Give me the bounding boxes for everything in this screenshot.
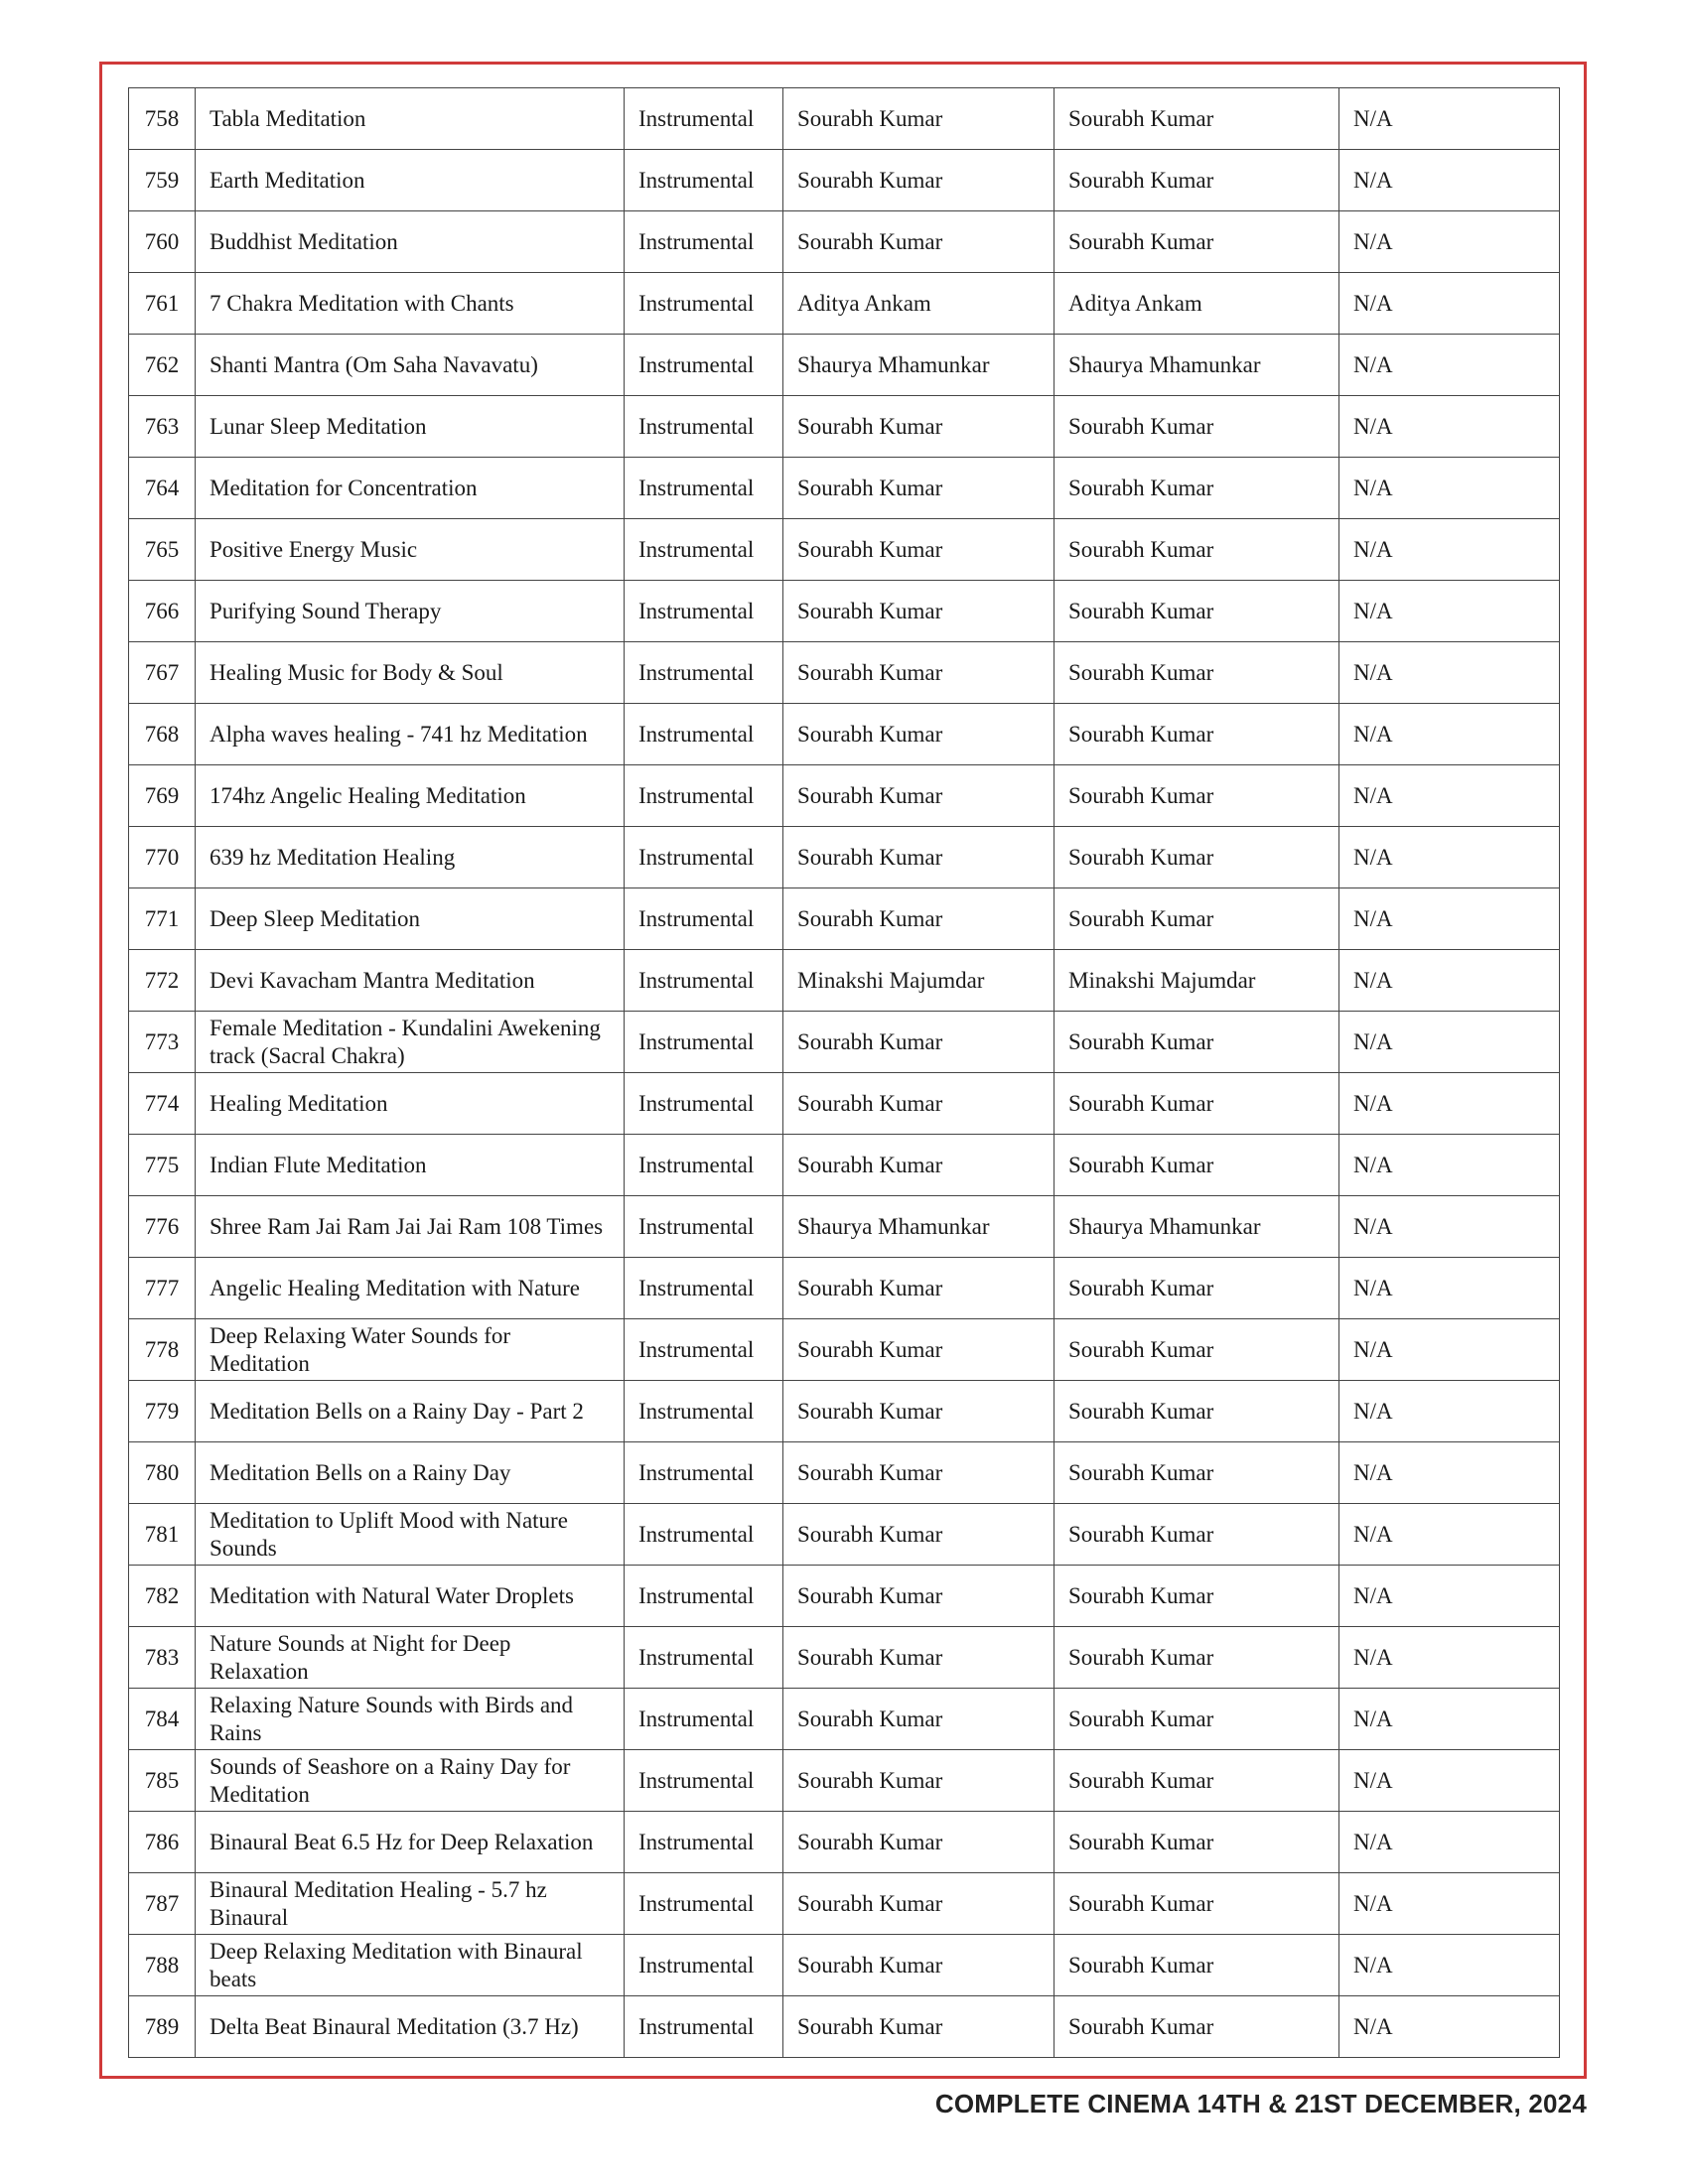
genre-cell: Instrumental — [625, 1012, 783, 1073]
lyricist-cell: N/A — [1339, 1012, 1560, 1073]
table-row — [129, 519, 1560, 581]
row-number-cell: 766 — [129, 581, 196, 642]
row-number-cell: 769 — [129, 765, 196, 827]
singer-cell: Sourabh Kumar — [783, 581, 1055, 642]
lyricist-cell: N/A — [1339, 827, 1560, 888]
song-title-cell: Tabla Meditation — [196, 88, 625, 150]
lyricist-cell: N/A — [1339, 1566, 1560, 1627]
composer-cell: Sourabh Kumar — [1055, 88, 1339, 150]
composer-cell: Sourabh Kumar — [1055, 1566, 1339, 1627]
singer-cell: Sourabh Kumar — [783, 1627, 1055, 1689]
genre-cell: Instrumental — [625, 888, 783, 950]
genre-cell: Instrumental — [625, 519, 783, 581]
lyricist-cell: N/A — [1339, 1689, 1560, 1750]
singer-cell: Sourabh Kumar — [783, 1935, 1055, 1996]
row-number-cell: 785 — [129, 1750, 196, 1812]
singer-cell: Sourabh Kumar — [783, 1381, 1055, 1442]
lyricist-cell: N/A — [1339, 950, 1560, 1012]
lyricist-cell: N/A — [1339, 458, 1560, 519]
row-number-cell: 761 — [129, 273, 196, 335]
song-title-cell: Meditation to Uplift Mood with Nature Sounds — [196, 1504, 625, 1566]
composer-cell: Sourabh Kumar — [1055, 1750, 1339, 1812]
song-title-cell: Delta Beat Binaural Meditation (3.7 Hz) — [196, 1996, 625, 2058]
composer-cell: Sourabh Kumar — [1055, 765, 1339, 827]
song-listing-table — [128, 87, 1560, 2058]
song-title-cell: Female Meditation - Kundalini Awekening track (Sacral Chakra) — [196, 1012, 625, 1073]
row-number-cell: 765 — [129, 519, 196, 581]
song-title-cell: Deep Relaxing Water Sounds for Meditation — [196, 1319, 625, 1381]
table-row — [129, 765, 1560, 827]
genre-cell: Instrumental — [625, 150, 783, 211]
singer-cell: Sourabh Kumar — [783, 88, 1055, 150]
table-row — [129, 1504, 1560, 1566]
genre-cell: Instrumental — [625, 1627, 783, 1689]
composer-cell: Minakshi Majumdar — [1055, 950, 1339, 1012]
genre-cell: Instrumental — [625, 335, 783, 396]
composer-cell: Sourabh Kumar — [1055, 1135, 1339, 1196]
lyricist-cell: N/A — [1339, 88, 1560, 150]
song-title-cell: Earth Meditation — [196, 150, 625, 211]
composer-cell: Sourabh Kumar — [1055, 888, 1339, 950]
row-number-cell: 767 — [129, 642, 196, 704]
singer-cell: Sourabh Kumar — [783, 827, 1055, 888]
composer-cell: Sourabh Kumar — [1055, 1442, 1339, 1504]
composer-cell: Shaurya Mhamunkar — [1055, 335, 1339, 396]
genre-cell: Instrumental — [625, 1689, 783, 1750]
composer-cell: Sourabh Kumar — [1055, 1073, 1339, 1135]
singer-cell: Sourabh Kumar — [783, 150, 1055, 211]
song-title-cell: Meditation Bells on a Rainy Day — [196, 1442, 625, 1504]
genre-cell: Instrumental — [625, 1319, 783, 1381]
table-row — [129, 950, 1560, 1012]
genre-cell: Instrumental — [625, 1073, 783, 1135]
genre-cell: Instrumental — [625, 704, 783, 765]
song-title-cell: Devi Kavacham Mantra Meditation — [196, 950, 625, 1012]
song-title-cell: Sounds of Seashore on a Rainy Day for Meditation — [196, 1750, 625, 1812]
genre-cell: Instrumental — [625, 88, 783, 150]
genre-cell: Instrumental — [625, 1196, 783, 1258]
genre-cell: Instrumental — [625, 1381, 783, 1442]
row-number-cell: 771 — [129, 888, 196, 950]
singer-cell: Sourabh Kumar — [783, 396, 1055, 458]
singer-cell: Sourabh Kumar — [783, 211, 1055, 273]
row-number-cell: 762 — [129, 335, 196, 396]
composer-cell: Sourabh Kumar — [1055, 1873, 1339, 1935]
table-row — [129, 642, 1560, 704]
genre-cell: Instrumental — [625, 1812, 783, 1873]
lyricist-cell: N/A — [1339, 211, 1560, 273]
row-number-cell: 770 — [129, 827, 196, 888]
song-title-cell: Angelic Healing Meditation with Nature — [196, 1258, 625, 1319]
singer-cell: Sourabh Kumar — [783, 1504, 1055, 1566]
lyricist-cell: N/A — [1339, 765, 1560, 827]
table-row — [129, 1566, 1560, 1627]
row-number-cell: 788 — [129, 1935, 196, 1996]
singer-cell: Sourabh Kumar — [783, 1996, 1055, 2058]
table-row — [129, 1258, 1560, 1319]
composer-cell: Sourabh Kumar — [1055, 1689, 1339, 1750]
row-number-cell: 773 — [129, 1012, 196, 1073]
song-title-cell: Binaural Beat 6.5 Hz for Deep Relaxation — [196, 1812, 625, 1873]
genre-cell: Instrumental — [625, 1935, 783, 1996]
lyricist-cell: N/A — [1339, 704, 1560, 765]
singer-cell: Sourabh Kumar — [783, 888, 1055, 950]
singer-cell: Sourabh Kumar — [783, 642, 1055, 704]
table-row — [129, 396, 1560, 458]
genre-cell: Instrumental — [625, 1504, 783, 1566]
lyricist-cell: N/A — [1339, 335, 1560, 396]
singer-cell: Sourabh Kumar — [783, 1689, 1055, 1750]
genre-cell: Instrumental — [625, 273, 783, 335]
table-row — [129, 1073, 1560, 1135]
lyricist-cell: N/A — [1339, 519, 1560, 581]
composer-cell: Sourabh Kumar — [1055, 1996, 1339, 2058]
song-title-cell: 174hz Angelic Healing Meditation — [196, 765, 625, 827]
lyricist-cell: N/A — [1339, 1935, 1560, 1996]
row-number-cell: 758 — [129, 88, 196, 150]
song-title-cell: Relaxing Nature Sounds with Birds and Rains — [196, 1689, 625, 1750]
song-title-cell: Alpha waves healing - 741 hz Meditation — [196, 704, 625, 765]
row-number-cell: 787 — [129, 1873, 196, 1935]
table-row — [129, 1873, 1560, 1935]
singer-cell: Sourabh Kumar — [783, 1750, 1055, 1812]
lyricist-cell: N/A — [1339, 1504, 1560, 1566]
table-row — [129, 704, 1560, 765]
singer-cell: Sourabh Kumar — [783, 1873, 1055, 1935]
lyricist-cell: N/A — [1339, 1073, 1560, 1135]
singer-cell: Sourabh Kumar — [783, 704, 1055, 765]
singer-cell: Sourabh Kumar — [783, 765, 1055, 827]
singer-cell: Sourabh Kumar — [783, 1073, 1055, 1135]
genre-cell: Instrumental — [625, 458, 783, 519]
composer-cell: Sourabh Kumar — [1055, 1627, 1339, 1689]
table-row — [129, 581, 1560, 642]
song-title-cell: 7 Chakra Meditation with Chants — [196, 273, 625, 335]
lyricist-cell: N/A — [1339, 1873, 1560, 1935]
lyricist-cell: N/A — [1339, 396, 1560, 458]
lyricist-cell: N/A — [1339, 1442, 1560, 1504]
composer-cell: Sourabh Kumar — [1055, 150, 1339, 211]
genre-cell: Instrumental — [625, 1135, 783, 1196]
row-number-cell: 763 — [129, 396, 196, 458]
singer-cell: Sourabh Kumar — [783, 1012, 1055, 1073]
table-row — [129, 888, 1560, 950]
table-row — [129, 458, 1560, 519]
genre-cell: Instrumental — [625, 1996, 783, 2058]
composer-cell: Sourabh Kumar — [1055, 519, 1339, 581]
lyricist-cell: N/A — [1339, 150, 1560, 211]
row-number-cell: 774 — [129, 1073, 196, 1135]
singer-cell: Sourabh Kumar — [783, 1258, 1055, 1319]
lyricist-cell: N/A — [1339, 1996, 1560, 2058]
lyricist-cell: N/A — [1339, 1258, 1560, 1319]
song-title-cell: Purifying Sound Therapy — [196, 581, 625, 642]
singer-cell: Sourabh Kumar — [783, 1442, 1055, 1504]
composer-cell: Aditya Ankam — [1055, 273, 1339, 335]
table-row — [129, 335, 1560, 396]
footer-publication-line: COMPLETE CINEMA 14TH & 21ST DECEMBER, 2024 — [934, 2089, 1587, 2118]
table-row — [129, 1012, 1560, 1073]
table-row — [129, 273, 1560, 335]
table-row — [129, 150, 1560, 211]
lyricist-cell: N/A — [1339, 1196, 1560, 1258]
table-body — [129, 88, 1560, 2058]
singer-cell: Sourabh Kumar — [783, 1566, 1055, 1627]
lyricist-cell: N/A — [1339, 581, 1560, 642]
genre-cell: Instrumental — [625, 1258, 783, 1319]
lyricist-cell: N/A — [1339, 1135, 1560, 1196]
lyricist-cell: N/A — [1339, 642, 1560, 704]
singer-cell: Sourabh Kumar — [783, 1319, 1055, 1381]
table-row — [129, 1135, 1560, 1196]
row-number-cell: 780 — [129, 1442, 196, 1504]
lyricist-cell: N/A — [1339, 1812, 1560, 1873]
row-number-cell: 776 — [129, 1196, 196, 1258]
row-number-cell: 775 — [129, 1135, 196, 1196]
song-title-cell: Deep Relaxing Meditation with Binaural beats — [196, 1935, 625, 1996]
genre-cell: Instrumental — [625, 1873, 783, 1935]
lyricist-cell: N/A — [1339, 1381, 1560, 1442]
table-row — [129, 827, 1560, 888]
singer-cell: Sourabh Kumar — [783, 1135, 1055, 1196]
row-number-cell: 783 — [129, 1627, 196, 1689]
lyricist-cell: N/A — [1339, 1319, 1560, 1381]
genre-cell: Instrumental — [625, 1566, 783, 1627]
row-number-cell: 759 — [129, 150, 196, 211]
composer-cell: Sourabh Kumar — [1055, 211, 1339, 273]
table-row — [129, 1935, 1560, 1996]
song-title-cell: Meditation Bells on a Rainy Day - Part 2 — [196, 1381, 625, 1442]
genre-cell: Instrumental — [625, 396, 783, 458]
singer-cell: Shaurya Mhamunkar — [783, 335, 1055, 396]
row-number-cell: 782 — [129, 1566, 196, 1627]
row-number-cell: 760 — [129, 211, 196, 273]
genre-cell: Instrumental — [625, 1442, 783, 1504]
genre-cell: Instrumental — [625, 827, 783, 888]
song-title-cell: Indian Flute Meditation — [196, 1135, 625, 1196]
lyricist-cell: N/A — [1339, 888, 1560, 950]
table-row — [129, 1319, 1560, 1381]
table-row — [129, 1196, 1560, 1258]
composer-cell: Sourabh Kumar — [1055, 1504, 1339, 1566]
composer-cell: Sourabh Kumar — [1055, 704, 1339, 765]
song-title-cell: Buddhist Meditation — [196, 211, 625, 273]
singer-cell: Sourabh Kumar — [783, 458, 1055, 519]
table-row — [129, 1996, 1560, 2058]
song-title-cell: Healing Music for Body & Soul — [196, 642, 625, 704]
composer-cell: Sourabh Kumar — [1055, 1012, 1339, 1073]
song-title-cell: Healing Meditation — [196, 1073, 625, 1135]
song-title-cell: 639 hz Meditation Healing — [196, 827, 625, 888]
composer-cell: Sourabh Kumar — [1055, 1381, 1339, 1442]
song-title-cell: Lunar Sleep Meditation — [196, 396, 625, 458]
row-number-cell: 777 — [129, 1258, 196, 1319]
genre-cell: Instrumental — [625, 581, 783, 642]
composer-cell: Shaurya Mhamunkar — [1055, 1196, 1339, 1258]
table-row — [129, 211, 1560, 273]
song-title-cell: Shree Ram Jai Ram Jai Jai Ram 108 Times — [196, 1196, 625, 1258]
table-row — [129, 1442, 1560, 1504]
singer-cell: Aditya Ankam — [783, 273, 1055, 335]
row-number-cell: 768 — [129, 704, 196, 765]
composer-cell: Sourabh Kumar — [1055, 642, 1339, 704]
lyricist-cell: N/A — [1339, 1750, 1560, 1812]
table-row — [129, 1381, 1560, 1442]
row-number-cell: 781 — [129, 1504, 196, 1566]
composer-cell: Sourabh Kumar — [1055, 1812, 1339, 1873]
table-row — [129, 1689, 1560, 1750]
lyricist-cell: N/A — [1339, 1627, 1560, 1689]
song-title-cell: Deep Sleep Meditation — [196, 888, 625, 950]
row-number-cell: 778 — [129, 1319, 196, 1381]
row-number-cell: 772 — [129, 950, 196, 1012]
genre-cell: Instrumental — [625, 765, 783, 827]
composer-cell: Sourabh Kumar — [1055, 396, 1339, 458]
row-number-cell: 786 — [129, 1812, 196, 1873]
composer-cell: Sourabh Kumar — [1055, 1935, 1339, 1996]
composer-cell: Sourabh Kumar — [1055, 1319, 1339, 1381]
song-title-cell: Meditation for Concentration — [196, 458, 625, 519]
table-row — [129, 1627, 1560, 1689]
song-title-cell: Meditation with Natural Water Droplets — [196, 1566, 625, 1627]
composer-cell: Sourabh Kumar — [1055, 581, 1339, 642]
composer-cell: Sourabh Kumar — [1055, 458, 1339, 519]
table-row — [129, 1812, 1560, 1873]
genre-cell: Instrumental — [625, 1750, 783, 1812]
table-row — [129, 1750, 1560, 1812]
table-row — [129, 88, 1560, 150]
row-number-cell: 779 — [129, 1381, 196, 1442]
genre-cell: Instrumental — [625, 950, 783, 1012]
singer-cell: Shaurya Mhamunkar — [783, 1196, 1055, 1258]
song-title-cell: Shanti Mantra (Om Saha Navavatu) — [196, 335, 625, 396]
genre-cell: Instrumental — [625, 642, 783, 704]
song-title-cell: Binaural Meditation Healing - 5.7 hz Binaural — [196, 1873, 625, 1935]
row-number-cell: 784 — [129, 1689, 196, 1750]
composer-cell: Sourabh Kumar — [1055, 827, 1339, 888]
composer-cell: Sourabh Kumar — [1055, 1258, 1339, 1319]
lyricist-cell: N/A — [1339, 273, 1560, 335]
song-title-cell: Positive Energy Music — [196, 519, 625, 581]
row-number-cell: 764 — [129, 458, 196, 519]
singer-cell: Sourabh Kumar — [783, 1812, 1055, 1873]
genre-cell: Instrumental — [625, 211, 783, 273]
row-number-cell: 789 — [129, 1996, 196, 2058]
song-title-cell: Nature Sounds at Night for Deep Relaxation — [196, 1627, 625, 1689]
singer-cell: Minakshi Majumdar — [783, 950, 1055, 1012]
singer-cell: Sourabh Kumar — [783, 519, 1055, 581]
